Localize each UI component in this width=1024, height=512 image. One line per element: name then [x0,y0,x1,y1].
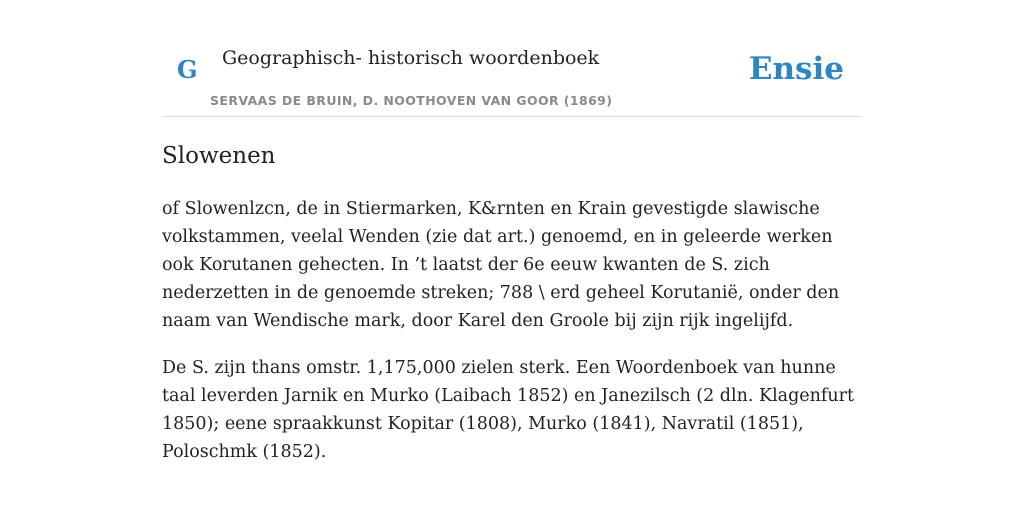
book-title-link[interactable]: Geographisch- historisch woordenboek [222,47,600,69]
entry-page [162,0,862,466]
book-logo-letter[interactable]: G [177,55,198,84]
ensie-logo[interactable]: Ensie [748,51,844,87]
book-header [162,0,862,117]
entry-paragraph: De S. zijn thans omstr. 1,175,000 zielen sterk. Een Woordenboek van hunne taal leverden Jarnik en Murko (Laibach 1852) en Janezilsch (2 dln. Klagenfurt 1850); eene spraakkunst Kopitar (1808), Murko (1841), Navratil (1851), Poloschmk (1852). [162,358,855,462]
entry-title: Slowenen [162,143,276,169]
entry-paragraph: of Slowenlzcn, de in Stiermarken, K&rnten en Krain gevestigde slawische volkstammen, veelal Wenden (zie dat art.) genoemd, en in geleerde werken ook Korutanen gehecten. In ’t laatst der 6e eeuw kwanten de S. zich nederzetten in de genoemde streken; 788 \ erd geheel Korutanië, onder den naam van Wendische mark, door Karel den Groole bij zijn rijk ingelijfd. [162,199,840,331]
book-author: SERVAAS DE BRUIN, D. NOOTHOVEN VAN GOOR (1869) [210,93,613,108]
